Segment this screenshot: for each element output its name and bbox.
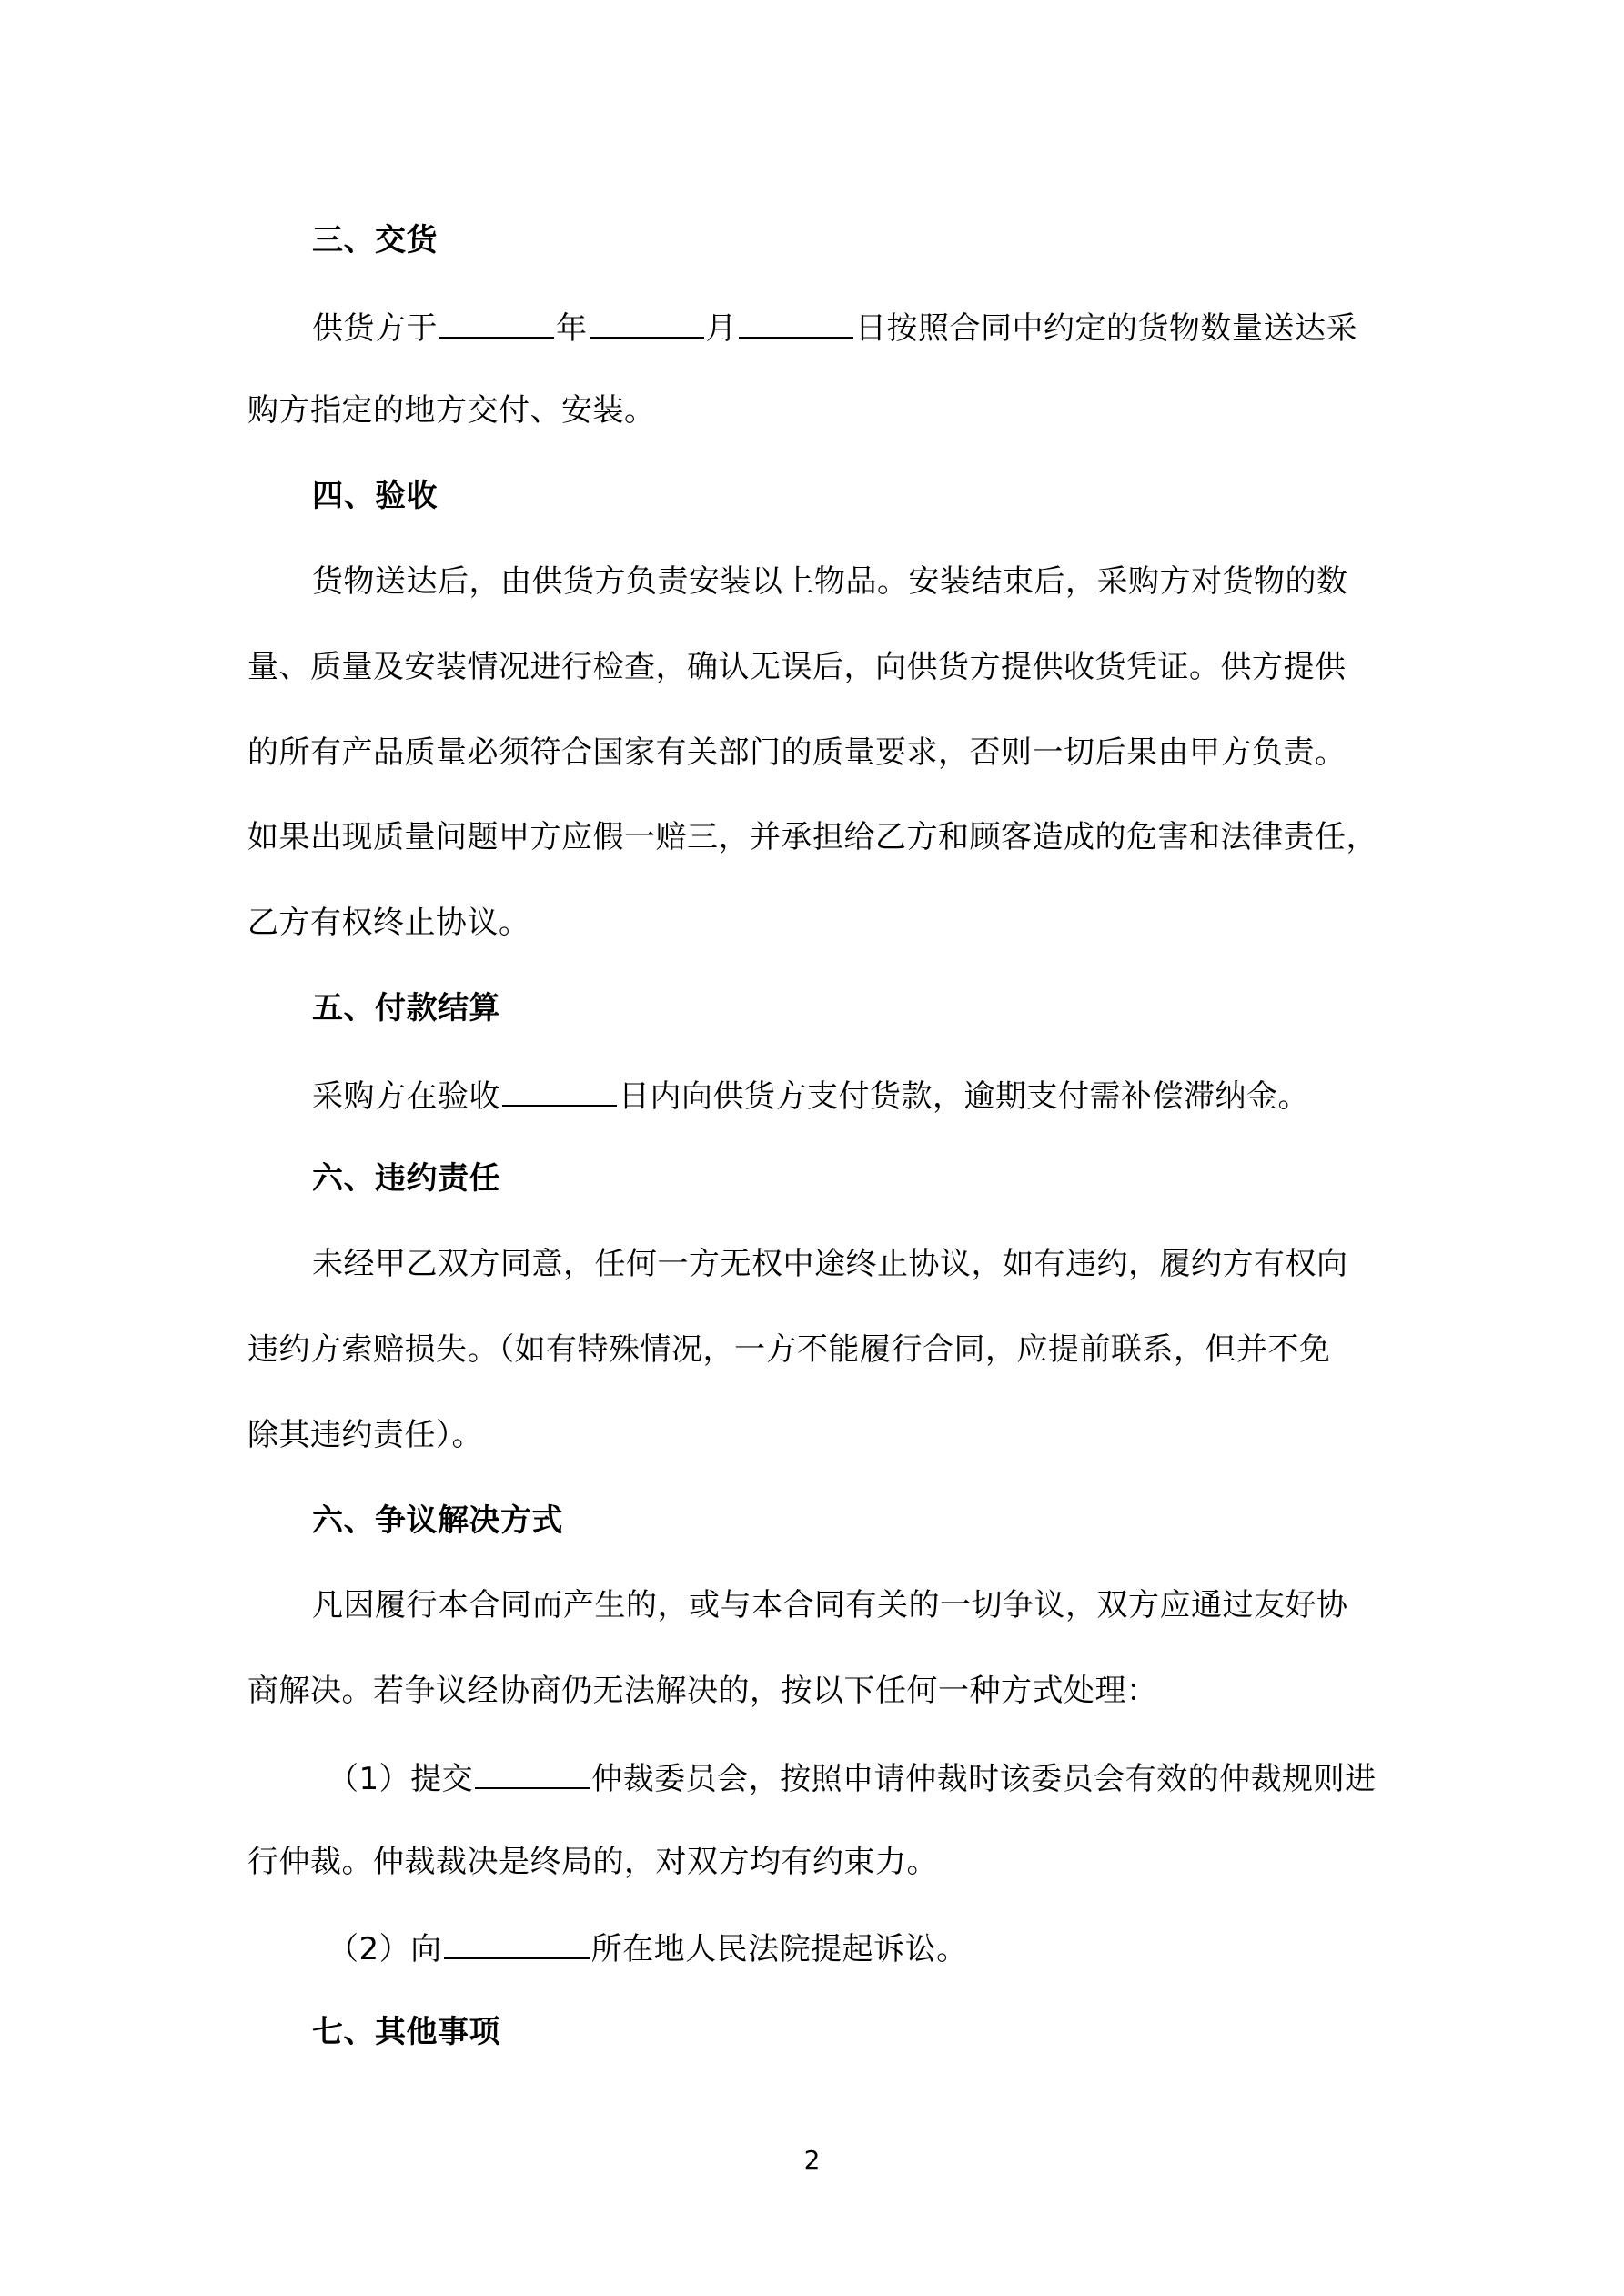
section-heading-breach: 六、违约责任 <box>312 1160 500 1197</box>
payment-text-a: 采购方在验收 <box>312 1078 500 1115</box>
blank-year <box>439 306 554 339</box>
option2-text-b: 所在地人民法院提起诉讼。 <box>590 1931 968 1967</box>
acceptance-line-2: 量、质量及安装情况进行检查，确认无误后，向供货方提供收货凭证。供方提供 <box>247 649 1347 685</box>
delivery-text-b: 年 <box>556 310 588 347</box>
delivery-text-c: 月 <box>705 310 737 347</box>
acceptance-line-3: 的所有产品质量必须符合国家有关部门的质量要求，否则一切后果由甲方负责。 <box>247 734 1347 771</box>
dispute-option-2 <box>328 1927 968 1969</box>
section-heading-dispute: 六、争议解决方式 <box>312 1502 563 1539</box>
dispute-option-1-line-2: 行仲裁。仲裁裁决是终局的，对双方均有约束力。 <box>247 1844 938 1880</box>
option1-text-a: （1）提交 <box>328 1761 474 1797</box>
page-number: 2 <box>803 2145 821 2175</box>
delivery-text-d: 日按照合同中约定的货物数量送达采 <box>855 310 1357 347</box>
blank-payment-days <box>502 1074 617 1107</box>
delivery-text-a: 供货方于 <box>312 310 438 347</box>
option1-text-b: 仲裁委员会，按照申请仲裁时该委员会有效的仲裁规则进 <box>591 1761 1377 1797</box>
option2-text-a: （2）向 <box>328 1931 442 1967</box>
delivery-paragraph-line-2: 购方指定的地方交付、安装。 <box>247 392 656 429</box>
payment-text-b: 日内向供货方支付货款，逾期支付需补偿滞纳金。 <box>619 1078 1309 1115</box>
section-heading-acceptance: 四、验收 <box>312 478 438 514</box>
breach-line-2: 违约方索赔损失。（如有特殊情况，一方不能履行合同，应提前联系，但并不免 <box>247 1331 1331 1368</box>
delivery-paragraph-line-1 <box>312 306 1357 349</box>
section-heading-delivery: 三、交货 <box>312 222 438 258</box>
blank-court-location <box>444 1927 590 1959</box>
acceptance-line-4: 如果出现质量问题甲方应假一赔三，并承担给乙方和顾客造成的危害和法律责任， <box>247 819 1377 855</box>
dispute-option-1 <box>328 1756 1377 1799</box>
blank-arbitration-commission <box>475 1756 590 1789</box>
acceptance-line-5: 乙方有权终止协议。 <box>247 905 530 941</box>
blank-month <box>590 306 704 339</box>
breach-line-1: 未经甲乙双方同意，任何一方无权中途终止协议，如有违约，履约方有权向 <box>312 1246 1348 1282</box>
blank-day <box>739 306 853 339</box>
acceptance-line-1: 货物送达后，由供货方负责安装以上物品。安装结束后，采购方对货物的数 <box>312 563 1348 600</box>
section-heading-other: 七、其他事项 <box>312 2014 500 2050</box>
section-heading-payment: 五、付款结算 <box>312 990 500 1027</box>
breach-line-3: 除其违约责任）。 <box>247 1417 483 1453</box>
dispute-line-2: 商解决。若争议经协商仍无法解决的，按以下任何一种方式处理： <box>247 1673 1158 1709</box>
dispute-line-1: 凡因履行本合同而产生的，或与本合同有关的一切争议，双方应通过友好协 <box>312 1587 1348 1623</box>
payment-line-1 <box>312 1074 1309 1117</box>
